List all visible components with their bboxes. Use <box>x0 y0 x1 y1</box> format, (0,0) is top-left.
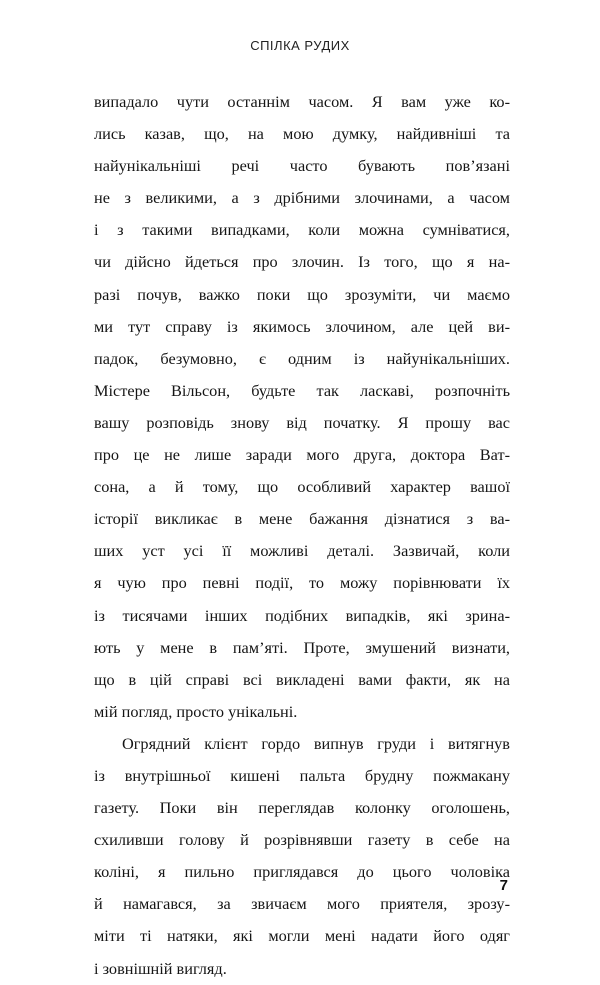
text-line: чи дійсно йдеться про злочин. Із того, що я на- <box>94 252 510 272</box>
text-line: міти ті натяки, які могли мені надати його одяг <box>94 926 510 946</box>
text-line: випадало чути останнім часом. Я вам уже ко- <box>94 92 510 111</box>
text-line: не з великими, а з дрібними злочинами, а часом <box>94 188 510 208</box>
text-line: коліні, я пильно приглядався до цього чоловіка <box>94 862 510 882</box>
text-line: ших уст усі її можливі деталі. Зазвичай, коли <box>94 541 510 561</box>
text-line: лись казав, що, на мою думку, найдивніші та <box>94 124 510 144</box>
text-line: й намагався, за звичаєм мого приятеля, зрозу- <box>94 894 510 914</box>
text-line: і з такими випадками, коли можна сумніватися, <box>94 220 510 240</box>
paragraph-2 <box>94 728 510 985</box>
text-line: схиливши голову й розрівнявши газету в себе на <box>94 830 510 850</box>
text-line: Містере Вільсон, будьте так ласкаві, розпочніть <box>94 380 510 400</box>
text-line: ють у мене в пам’яті. Проте, змушений визнати, <box>94 637 510 657</box>
page-number: 7 <box>499 877 508 894</box>
text-line: сона, а й тому, що особливий характер вашої <box>94 477 510 497</box>
text-line: що в цій справі всі викладені вами факти, як на <box>94 669 510 689</box>
text-line: я чую про певні події, то можу порівнювати їх <box>94 573 510 593</box>
text-line: разі почув, важко поки що зрозуміти, чи маємо <box>94 284 510 304</box>
text-line: ми тут справу із якимось злочином, але цей ви- <box>94 316 510 336</box>
text-line: із тисячами інших подібних випадків, які зрина- <box>94 605 510 625</box>
text-line: Огрядний клієнт гордо випнув груди і витягнув <box>122 733 510 753</box>
text-line: і зовнішній вигляд. <box>94 958 227 978</box>
text-line: мій погляд, просто унікальні. <box>94 701 298 721</box>
text-line: найунікальніші речі часто бувають пов’язані <box>94 156 510 176</box>
running-head: СПІЛКА РУДИХ <box>250 38 350 53</box>
text-line: вашу розповідь знову від початку. Я прошу вас <box>94 412 510 432</box>
text-line: падок, безумовно, є одним із найунікальніших. <box>94 348 510 368</box>
paragraph-1 <box>94 86 510 728</box>
body-text <box>94 86 510 985</box>
text-line: про це не лише заради мого друга, доктора Ват- <box>94 445 510 465</box>
text-line: газету. Поки він переглядав колонку оголошень, <box>94 798 510 818</box>
text-line: із внутрішньої кишені пальта брудну пожмакану <box>94 765 510 785</box>
text-line: історії викликає в мене бажання дізнатися з ва- <box>94 509 510 529</box>
